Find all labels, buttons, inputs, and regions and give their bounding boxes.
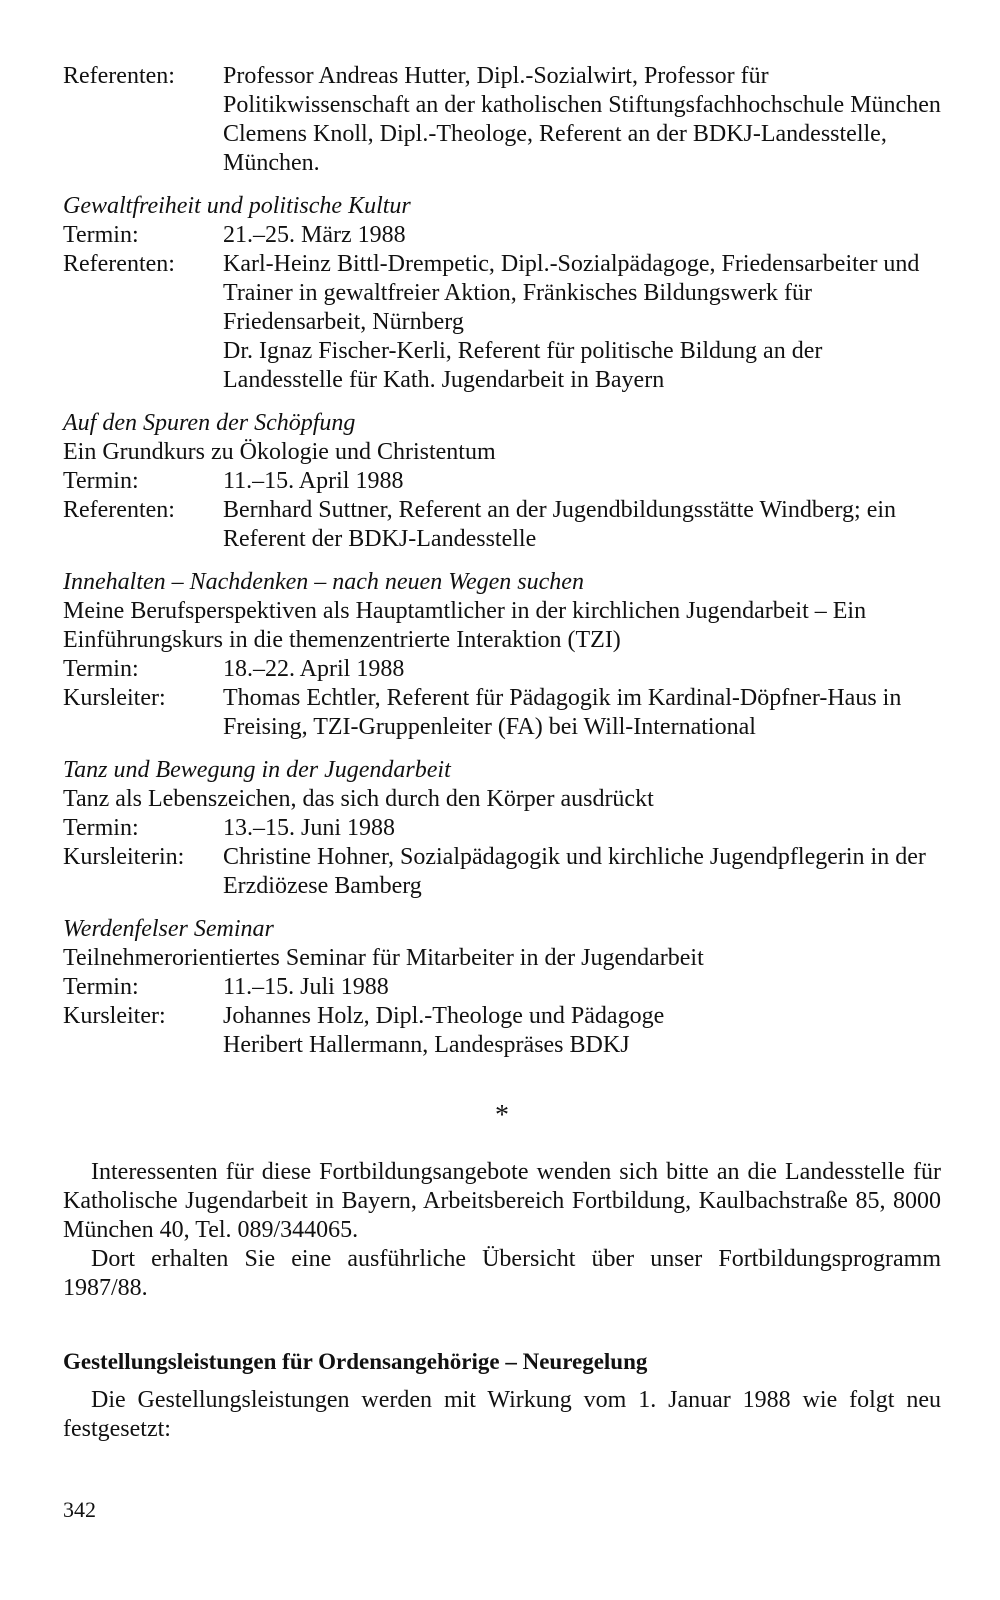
notice-paragraph: Interessenten für diese Fortbildungsangebote wenden sich bitte an die Landesstelle für Katholische Jugendarbeit in Bayern, Arbeitsbereich Fortbildung, Kaulbachstraße 85, 8000 München 40, Tel. 089/344065. — [63, 1159, 941, 1243]
role-label: Kursleiterin: — [63, 844, 185, 870]
notice-paragraph: Dort erhalten Sie eine ausführliche Übersicht über unser Fortbildungsprogramm 1987/88. — [63, 1246, 941, 1301]
section-heading: Gestellungsleistungen für Ordensangehörige – Neuregelung — [63, 1349, 648, 1374]
course-entry — [63, 568, 941, 742]
person: Dr. Ignaz Fischer-Kerli, Referent für politische Bildung an der Landesstelle für Kath. Jugendarbeit in Bayern — [223, 338, 823, 393]
termin-label: Termin: — [63, 468, 139, 494]
role-label: Referenten: — [63, 63, 175, 89]
role-label: Referenten: — [63, 251, 175, 277]
person: Johannes Holz, Dipl.-Theologe und Pädagoge — [223, 1003, 665, 1029]
course-subtitle: Teilnehmerorientiertes Seminar für Mitarbeiter in der Jugendarbeit — [63, 945, 704, 971]
people-list — [223, 250, 941, 395]
people-list — [223, 1002, 941, 1060]
course-title: Werdenfelser Seminar — [63, 916, 274, 942]
termin-date: 13.–15. Juni 1988 — [223, 815, 396, 841]
person: Heribert Hallermann, Landespräses BDKJ — [223, 1032, 630, 1058]
course-subtitle: Tanz als Lebenszeichen, das sich durch den Körper ausdrückt — [63, 786, 654, 812]
course-title: Gewaltfreiheit und politische Kultur — [63, 193, 411, 219]
contact-notice — [63, 1158, 941, 1303]
termin-date: 18.–22. April 1988 — [223, 656, 405, 682]
termin-label: Termin: — [63, 974, 139, 1000]
termin-label: Termin: — [63, 815, 139, 841]
termin-date: 21.–25. März 1988 — [223, 222, 406, 248]
section-intro: Die Gestellungsleistungen werden mit Wirkung vom 1. Januar 1988 wie folgt neu festgesetzt: — [63, 1387, 941, 1442]
course-subtitle: Meine Berufsperspektiven als Hauptamtlicher in der kirchlichen Jugendarbeit – Ein Einführungskurs in die themenzentrierte Interaktion (TZI) — [63, 598, 867, 653]
section-separator: * — [495, 1100, 509, 1131]
people-row — [63, 250, 941, 395]
termin-row — [63, 221, 941, 250]
course-entry — [63, 409, 941, 554]
course-entry — [63, 915, 941, 1060]
termin-row — [63, 973, 941, 1002]
course-entry — [63, 756, 941, 901]
termin-row — [63, 655, 941, 684]
termin-label: Termin: — [63, 656, 139, 682]
people-row — [63, 496, 941, 554]
page-number: 342 — [63, 1497, 96, 1522]
people-list — [223, 62, 941, 178]
people-list — [223, 843, 941, 901]
role-label: Referenten: — [63, 497, 175, 523]
person: Christine Hohner, Sozialpädagogik und kirchliche Jugendpflegerin in der Erzdiözese Bamberg — [223, 844, 926, 899]
course-title: Tanz und Bewegung in der Jugendarbeit — [63, 757, 451, 783]
role-label: Kursleiter: — [63, 685, 166, 711]
course-entry — [63, 62, 941, 178]
course-subtitle: Ein Grundkurs zu Ökologie und Christentum — [63, 439, 496, 465]
termin-row — [63, 814, 941, 843]
termin-label: Termin: — [63, 222, 139, 248]
person: Clemens Knoll, Dipl.-Theologe, Referent an der BDKJ-Landesstelle, München. — [223, 121, 887, 176]
termin-row — [63, 467, 941, 496]
person: Bernhard Suttner, Referent an der Jugendbildungsstätte Windberg; ein Referent der BDKJ-Landesstelle — [223, 497, 897, 552]
termin-date: 11.–15. April 1988 — [223, 468, 404, 494]
person: Karl-Heinz Bittl-Drempetic, Dipl.-Sozialpädagoge, Friedensarbeiter und Trainer in gewaltfreier Aktion, Fränkisches Bildungswerk für Friedensarbeit, Nürnberg — [223, 251, 920, 335]
course-title: Auf den Spuren der Schöpfung — [63, 410, 356, 436]
person: Thomas Echtler, Referent für Pädagogik im Kardinal-Döpfner-Haus in Freising, TZI-Gruppenleiter (FA) bei Will-International — [223, 685, 902, 740]
people-row — [63, 684, 941, 742]
course-entry — [63, 192, 941, 395]
people-row — [63, 1002, 941, 1060]
document-page — [63, 62, 941, 1444]
people-list — [223, 496, 941, 554]
termin-date: 11.–15. Juli 1988 — [223, 974, 389, 1000]
people-list — [223, 684, 941, 742]
people-row — [63, 843, 941, 901]
person: Professor Andreas Hutter, Dipl.-Sozialwirt, Professor für Politikwissenschaft an der katholischen Stiftungsfachhochschule München — [223, 63, 941, 118]
people-row — [63, 62, 941, 178]
role-label: Kursleiter: — [63, 1003, 166, 1029]
course-title: Innehalten – Nachdenken – nach neuen Wegen suchen — [63, 569, 584, 595]
